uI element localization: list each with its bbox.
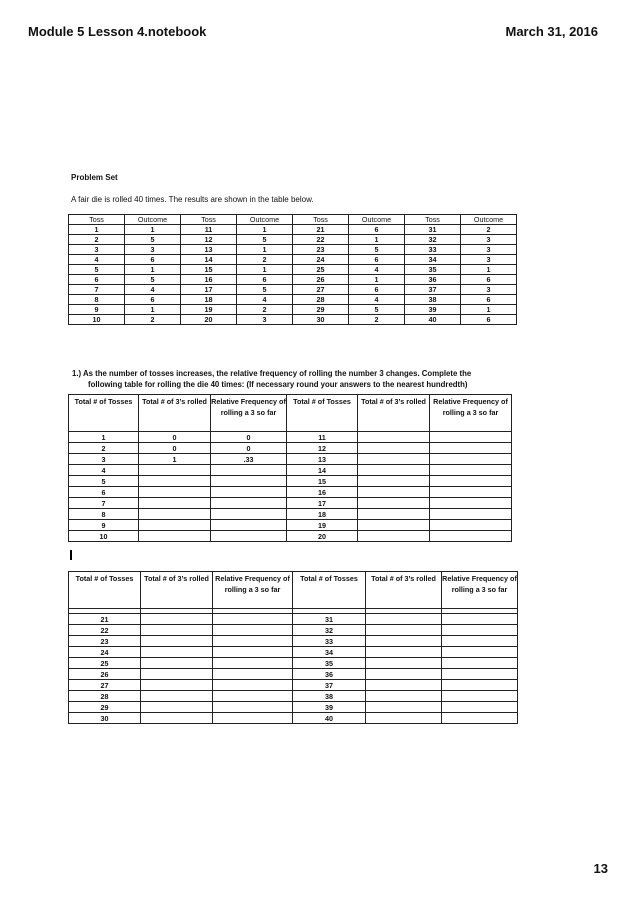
rf-table-1-cell [358, 487, 430, 498]
toss-table-cell: 3 [125, 245, 181, 255]
rf-table-1-cell [430, 498, 512, 509]
rf-table-2-cell [141, 680, 213, 691]
toss-table-header-cell: Toss [181, 215, 237, 225]
rf-table-1-cell: 4 [69, 465, 139, 476]
rf-table-2-row [69, 669, 518, 680]
rf-table-1-cell [430, 520, 512, 531]
rf-table-2-cell [213, 647, 293, 658]
rf-table-1-cell [211, 476, 287, 487]
toss-table-header-cell: Toss [69, 215, 125, 225]
rf-table-2-cell [442, 691, 518, 702]
rf-table-1-cell [139, 531, 211, 542]
rf-table-2-cell: 38 [293, 691, 366, 702]
toss-table-cell: 2 [125, 315, 181, 325]
notebook-date: March 31, 2016 [505, 24, 598, 39]
rf-table-2-cell [141, 658, 213, 669]
toss-table-cell: 1 [349, 275, 405, 285]
toss-table-cell: 31 [405, 225, 461, 235]
rf-table-2-row [69, 625, 518, 636]
toss-table-cell: 36 [405, 275, 461, 285]
toss-table-cell: 8 [69, 295, 125, 305]
rf-table-2-cell [141, 702, 213, 713]
toss-table-cell: 1 [349, 235, 405, 245]
toss-table-cell: 6 [237, 275, 293, 285]
rf-table-2-cell [442, 658, 518, 669]
rf-table-2-cell [213, 713, 293, 724]
rf-table-1-cell: 1 [69, 432, 139, 443]
toss-table-header-cell: Outcome [125, 215, 181, 225]
text-cursor [70, 550, 72, 560]
rf-table-1-header-cell: Total # of 3’s rolled [139, 395, 211, 432]
toss-table-cell: 29 [293, 305, 349, 315]
toss-table-cell: 6 [125, 255, 181, 265]
toss-table-cell: 6 [349, 285, 405, 295]
toss-table-row [69, 295, 517, 305]
rf-table-2-cell: 29 [69, 702, 141, 713]
rf-table-1-cell: 3 [69, 454, 139, 465]
rf-table-1-cell [139, 509, 211, 520]
notebook-title: Module 5 Lesson 4.notebook [28, 24, 207, 39]
toss-table-cell: 26 [293, 275, 349, 285]
rf-table-1-row [69, 487, 512, 498]
toss-table-cell: 5 [237, 235, 293, 245]
toss-table-cell: 1 [125, 225, 181, 235]
rf-table-2-row [69, 691, 518, 702]
rf-table-1-cell [358, 498, 430, 509]
rf-table-2-cell: 34 [293, 647, 366, 658]
rf-table-2-cell [213, 702, 293, 713]
toss-table-row [69, 315, 517, 325]
rf-table-1-cell [211, 498, 287, 509]
rf-table-1-cell [430, 465, 512, 476]
rf-table-2-cell [213, 658, 293, 669]
toss-table-row [69, 235, 517, 245]
toss-table-cell: 6 [461, 315, 517, 325]
toss-table-cell: 20 [181, 315, 237, 325]
rf-table-2-cell [366, 636, 442, 647]
toss-table-cell: 1 [237, 265, 293, 275]
rf-table-2-cell: 23 [69, 636, 141, 647]
rf-table-1-cell: 14 [287, 465, 358, 476]
rf-table-1-header-cell: Total # of 3’s rolled [358, 395, 430, 432]
toss-table-cell: 5 [69, 265, 125, 275]
rf-table-1-cell [211, 487, 287, 498]
toss-table-cell: 1 [125, 265, 181, 275]
toss-table-row [69, 305, 517, 315]
toss-table-row [69, 225, 517, 235]
toss-table-cell: 6 [349, 255, 405, 265]
rf-table-2-cell: 30 [69, 713, 141, 724]
rf-table-2-cell [442, 680, 518, 691]
toss-table-cell: 2 [349, 315, 405, 325]
toss-table-cell: 7 [69, 285, 125, 295]
toss-table-header-cell: Outcome [237, 215, 293, 225]
rf-table-2-row [69, 713, 518, 724]
toss-table-cell: 38 [405, 295, 461, 305]
rf-table-1-cell [211, 520, 287, 531]
rf-table-2-row [69, 680, 518, 691]
toss-table-cell: 5 [349, 245, 405, 255]
question-1-line-2: following table for rolling the die 40 times: (If necessary round your answers to the nearest hundredth) [88, 380, 468, 389]
toss-table-cell: 2 [461, 225, 517, 235]
rf-table-2-row [69, 702, 518, 713]
rf-table-1-cell [139, 465, 211, 476]
rf-table-2-cell [366, 702, 442, 713]
rf-table-2-cell [442, 702, 518, 713]
toss-table-cell: 11 [181, 225, 237, 235]
toss-table-header-cell: Toss [293, 215, 349, 225]
rf-table-1-cell: 15 [287, 476, 358, 487]
rf-table-2-cell: 22 [69, 625, 141, 636]
rf-table-2-cell [141, 669, 213, 680]
rf-table-2-header-cell: Total # of Tosses [69, 572, 141, 609]
rf-table-2-row [69, 614, 518, 625]
toss-table-cell: 6 [461, 275, 517, 285]
rf-table-1-header-cell: Relative Frequency of rolling a 3 so far [211, 395, 287, 432]
rf-table-2-cell [141, 691, 213, 702]
rf-table-1-cell: 13 [287, 454, 358, 465]
toss-table-cell: 37 [405, 285, 461, 295]
rf-table-1-cell: 10 [69, 531, 139, 542]
toss-table-cell: 34 [405, 255, 461, 265]
relative-frequency-table-2 [68, 571, 518, 724]
toss-table-cell: 5 [349, 305, 405, 315]
rf-table-1-cell [430, 476, 512, 487]
toss-table-cell: 3 [461, 245, 517, 255]
toss-table-cell: 1 [237, 245, 293, 255]
rf-table-2-row [69, 658, 518, 669]
rf-table-2-cell [442, 625, 518, 636]
rf-table-1-row [69, 498, 512, 509]
toss-table-cell: 5 [125, 235, 181, 245]
rf-table-1-row [69, 454, 512, 465]
rf-table-1-cell: 5 [69, 476, 139, 487]
toss-table-cell: 27 [293, 285, 349, 295]
rf-table-1-header-cell: Relative Frequency of rolling a 3 so far [430, 395, 512, 432]
rf-table-1-cell [358, 476, 430, 487]
rf-table-2-header-cell: Total # of 3’s rolled [366, 572, 442, 609]
toss-table-cell: 4 [69, 255, 125, 265]
rf-table-2-cell [213, 680, 293, 691]
rf-table-2-cell [442, 647, 518, 658]
question-1 [72, 368, 542, 390]
rf-table-2-cell [213, 691, 293, 702]
rf-table-1-cell: 1 [139, 454, 211, 465]
toss-table-cell: 1 [461, 305, 517, 315]
toss-table-cell: 25 [293, 265, 349, 275]
rf-table-1-cell: 0 [139, 432, 211, 443]
rf-table-1-cell [430, 454, 512, 465]
rf-table-1-cell: 18 [287, 509, 358, 520]
rf-table-1-cell [358, 443, 430, 454]
rf-table-1-cell [430, 487, 512, 498]
problem-set-intro: A fair die is rolled 40 times. The results are shown in the table below. [71, 195, 314, 204]
rf-table-2-cell: 28 [69, 691, 141, 702]
rf-table-1-cell [358, 520, 430, 531]
rf-table-2-cell: 25 [69, 658, 141, 669]
page-number: 13 [593, 861, 608, 876]
toss-table-cell: 2 [237, 305, 293, 315]
rf-table-1-header-row [69, 395, 512, 432]
toss-table-row [69, 265, 517, 275]
toss-table-header-cell: Toss [405, 215, 461, 225]
toss-table-cell: 1 [237, 225, 293, 235]
toss-table-cell: 1 [125, 305, 181, 315]
rf-table-1-cell [139, 476, 211, 487]
rf-table-2-cell: 21 [69, 614, 141, 625]
question-1-line-1: 1.) As the number of tosses increases, the relative frequency of rolling the number 3 changes. Complete the [72, 369, 472, 378]
rf-table-2-cell [442, 636, 518, 647]
rf-table-2-cell [366, 658, 442, 669]
rf-table-1-cell: 2 [69, 443, 139, 454]
rf-table-2-cell [213, 625, 293, 636]
rf-table-2-cell: 36 [293, 669, 366, 680]
rf-table-1-row [69, 476, 512, 487]
rf-table-2-cell [366, 647, 442, 658]
rf-table-1-cell [430, 432, 512, 443]
rf-table-1-cell: 20 [287, 531, 358, 542]
toss-table-cell: 3 [461, 235, 517, 245]
rf-table-2-cell [366, 614, 442, 625]
rf-table-1-cell: 16 [287, 487, 358, 498]
toss-table-cell: 4 [237, 295, 293, 305]
toss-table-cell: 6 [125, 295, 181, 305]
toss-table-cell: 1 [461, 265, 517, 275]
toss-table-cell: 40 [405, 315, 461, 325]
toss-table-cell: 3 [69, 245, 125, 255]
toss-table-cell: 5 [125, 275, 181, 285]
toss-table-cell: 6 [69, 275, 125, 285]
toss-table-cell: 9 [69, 305, 125, 315]
rf-table-1-row [69, 465, 512, 476]
rf-table-1-cell [358, 432, 430, 443]
rf-table-2-cell: 24 [69, 647, 141, 658]
toss-table-cell: 30 [293, 315, 349, 325]
relative-frequency-table-1 [68, 394, 512, 542]
toss-table-cell: 12 [181, 235, 237, 245]
toss-table-cell: 2 [69, 235, 125, 245]
rf-table-1-header-cell: Total # of Tosses [69, 395, 139, 432]
rf-table-1-row [69, 520, 512, 531]
rf-table-2-cell [141, 713, 213, 724]
rf-table-2-row [69, 647, 518, 658]
toss-table-header-cell: Outcome [461, 215, 517, 225]
rf-table-2-row [69, 636, 518, 647]
rf-table-1-cell: 17 [287, 498, 358, 509]
rf-table-2-cell [141, 614, 213, 625]
toss-table-cell: 15 [181, 265, 237, 275]
rf-table-2-header-cell: Relative Frequency of rolling a 3 so far [213, 572, 293, 609]
rf-table-1-cell: 19 [287, 520, 358, 531]
toss-table-cell: 4 [349, 295, 405, 305]
rf-table-2-header-cell: Relative Frequency of rolling a 3 so far [442, 572, 518, 609]
rf-table-1-row [69, 443, 512, 454]
toss-table-cell: 18 [181, 295, 237, 305]
rf-table-1-cell [211, 531, 287, 542]
rf-table-2-cell [213, 614, 293, 625]
rf-table-2-header-cell: Total # of 3’s rolled [141, 572, 213, 609]
rf-table-1-cell: 11 [287, 432, 358, 443]
rf-table-2-cell [213, 636, 293, 647]
rf-table-1-cell [139, 498, 211, 509]
rf-table-1-row [69, 432, 512, 443]
rf-table-1-cell [430, 509, 512, 520]
toss-table-cell: 32 [405, 235, 461, 245]
rf-table-1-cell: .33 [211, 454, 287, 465]
rf-table-1-cell [211, 509, 287, 520]
toss-table-cell: 23 [293, 245, 349, 255]
rf-table-2-cell: 35 [293, 658, 366, 669]
toss-table-cell: 22 [293, 235, 349, 245]
rf-table-1-cell: 0 [211, 443, 287, 454]
rf-table-1-cell: 8 [69, 509, 139, 520]
toss-table-cell: 24 [293, 255, 349, 265]
rf-table-1-cell [139, 520, 211, 531]
toss-table-cell: 3 [461, 255, 517, 265]
rf-table-2-cell [213, 669, 293, 680]
toss-table-cell: 1 [69, 225, 125, 235]
rf-table-2-cell: 37 [293, 680, 366, 691]
toss-table-cell: 6 [349, 225, 405, 235]
toss-table-cell: 10 [69, 315, 125, 325]
rf-table-2-cell: 40 [293, 713, 366, 724]
rf-table-2-cell [366, 713, 442, 724]
toss-table-cell: 13 [181, 245, 237, 255]
problem-set-title: Problem Set [71, 173, 118, 182]
toss-table-cell: 4 [349, 265, 405, 275]
rf-table-2-cell: 27 [69, 680, 141, 691]
rf-table-1-cell [139, 487, 211, 498]
rf-table-2-cell [442, 614, 518, 625]
toss-table-cell: 16 [181, 275, 237, 285]
toss-table-cell: 17 [181, 285, 237, 295]
toss-table-row [69, 255, 517, 265]
rf-table-2-cell [366, 680, 442, 691]
rf-table-2-cell [442, 713, 518, 724]
rf-table-2-cell: 31 [293, 614, 366, 625]
rf-table-2-cell [366, 625, 442, 636]
toss-table-cell: 33 [405, 245, 461, 255]
toss-outcome-table [68, 214, 517, 325]
rf-table-1-cell: 9 [69, 520, 139, 531]
rf-table-2-header-row [69, 572, 518, 609]
rf-table-1-row [69, 509, 512, 520]
rf-table-2-cell: 32 [293, 625, 366, 636]
rf-table-1-cell [211, 465, 287, 476]
rf-table-1-row [69, 531, 512, 542]
rf-table-2-cell [442, 669, 518, 680]
toss-table-header-cell: Outcome [349, 215, 405, 225]
rf-table-1-cell [430, 443, 512, 454]
toss-table-cell: 39 [405, 305, 461, 315]
rf-table-2-header-cell: Total # of Tosses [293, 572, 366, 609]
toss-table-cell: 5 [237, 285, 293, 295]
rf-table-1-cell [358, 509, 430, 520]
toss-table-cell: 4 [125, 285, 181, 295]
rf-table-1-header-cell: Total # of Tosses [287, 395, 358, 432]
rf-table-2-cell: 33 [293, 636, 366, 647]
rf-table-2-cell [141, 625, 213, 636]
rf-table-1-cell [358, 465, 430, 476]
toss-table-row [69, 275, 517, 285]
toss-table-cell: 2 [237, 255, 293, 265]
rf-table-1-cell: 6 [69, 487, 139, 498]
rf-table-1-cell [358, 531, 430, 542]
rf-table-1-cell: 12 [287, 443, 358, 454]
toss-table-cell: 35 [405, 265, 461, 275]
rf-table-1-cell [430, 531, 512, 542]
toss-table-cell: 19 [181, 305, 237, 315]
toss-table-cell: 3 [461, 285, 517, 295]
toss-table-header-row [69, 215, 517, 225]
toss-table-cell: 28 [293, 295, 349, 305]
rf-table-2-cell [366, 691, 442, 702]
rf-table-2-cell [366, 669, 442, 680]
rf-table-2-cell: 26 [69, 669, 141, 680]
toss-table-row [69, 285, 517, 295]
rf-table-2-cell [141, 636, 213, 647]
rf-table-2-cell [141, 647, 213, 658]
rf-table-1-cell: 0 [139, 443, 211, 454]
toss-table-cell: 21 [293, 225, 349, 235]
rf-table-1-cell [358, 454, 430, 465]
rf-table-1-cell: 0 [211, 432, 287, 443]
toss-table-cell: 6 [461, 295, 517, 305]
toss-table-cell: 14 [181, 255, 237, 265]
toss-table-row [69, 245, 517, 255]
rf-table-2-cell: 39 [293, 702, 366, 713]
toss-table-cell: 3 [237, 315, 293, 325]
rf-table-1-cell: 7 [69, 498, 139, 509]
